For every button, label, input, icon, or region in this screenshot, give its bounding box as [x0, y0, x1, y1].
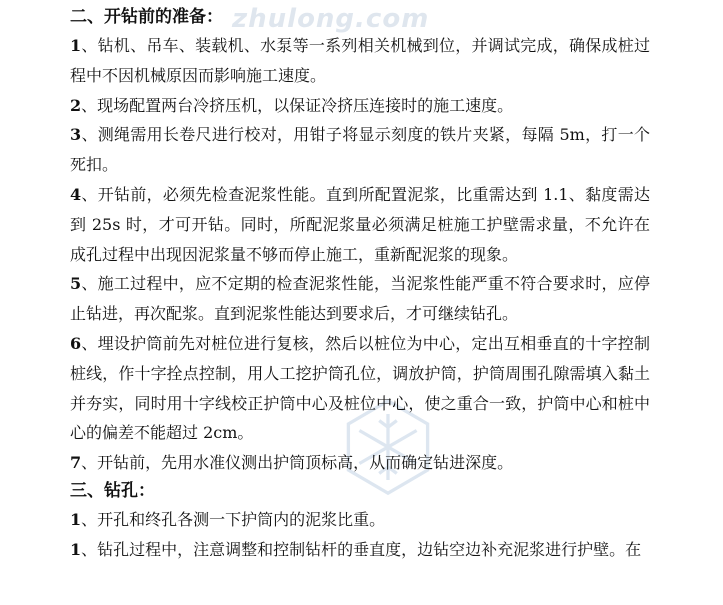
item-text: 、钻孔过程中，注意调整和控制钻杆的垂直度，边钻空边补充泥浆进行护壁。在 — [81, 539, 642, 559]
item-text: 、开孔和终孔各测一下护筒内的泥浆比重。 — [81, 509, 386, 529]
section-heading-preparation: 二、开钻前的准备： — [70, 7, 223, 27]
paragraph-prep-6 — [70, 329, 650, 448]
section-heading-drilling: 三、钻孔： — [70, 480, 155, 501]
item-text: 、现场配置两台冷挤压机，以保证冷挤压连接时的施工速度。 — [81, 95, 514, 115]
document-body — [70, 4, 650, 565]
item-text: 、测绳需用长卷尺进行校对，用钳子将显示刻度的铁片夹紧，每隔 5m，打一个死扣。 — [70, 125, 650, 175]
item-text: 、施工过程中，应不定期的检查泥浆性能，当泥浆性能严重不符合要求时，应停止钻进，再次配浆。直到泥浆性能达到要求后，才可继续钻孔。 — [70, 274, 650, 324]
item-number: 4 — [70, 184, 82, 204]
paragraph-prep-5 — [70, 269, 650, 329]
paragraph-drill-2 — [70, 535, 650, 565]
paragraph-prep-7 — [70, 448, 650, 478]
item-text: 、埋设护筒前先对桩位进行复核，然后以桩位为中心，定出互相垂直的十字控制桩线，作十字拴点控制，用人工挖护筒孔位，调放护筒，护筒周围孔隙需填入黏土并夯实，同时用十字线校正护筒中心及桩位中心，使之重合一致，护筒中心和桩中心的偏差不能超过 2cm。 — [70, 333, 650, 443]
item-number: 1 — [70, 509, 82, 529]
item-number: 5 — [70, 274, 82, 294]
item-number: 1 — [70, 36, 82, 55]
item-number: 6 — [70, 333, 82, 353]
item-number: 1 — [70, 539, 82, 559]
item-number: 3 — [70, 125, 82, 145]
paragraph-prep-1 — [70, 31, 650, 91]
item-number: 2 — [70, 95, 82, 115]
item-text: 、开钻前，先用水准仪测出护筒顶标高，从而确定钻进深度。 — [81, 453, 514, 473]
paragraph-drill-1 — [70, 505, 650, 535]
watermark-text: zhulong.com — [232, 4, 430, 34]
paragraph-prep-2 — [70, 91, 650, 121]
item-text: 、钻机、吊车、装载机、水泵等一系列相关机械到位，并调试完成，确保成桩过程中不因机械原因而影响施工速度。 — [70, 36, 650, 85]
paragraph-prep-3 — [70, 120, 650, 180]
paragraph-prep-4 — [70, 180, 650, 269]
item-text: 、开钻前，必须先检查泥浆性能。直到所配置泥浆，比重需达到 1.1、黏度需达到 25s 时，才可开钻。同时，所配泥浆量必须满足桩施工护壁需求量，不允许在成孔过程中出现因泥浆量不够而停止施工，重新配泥浆的现象。 — [70, 184, 650, 264]
item-number: 7 — [70, 453, 82, 473]
